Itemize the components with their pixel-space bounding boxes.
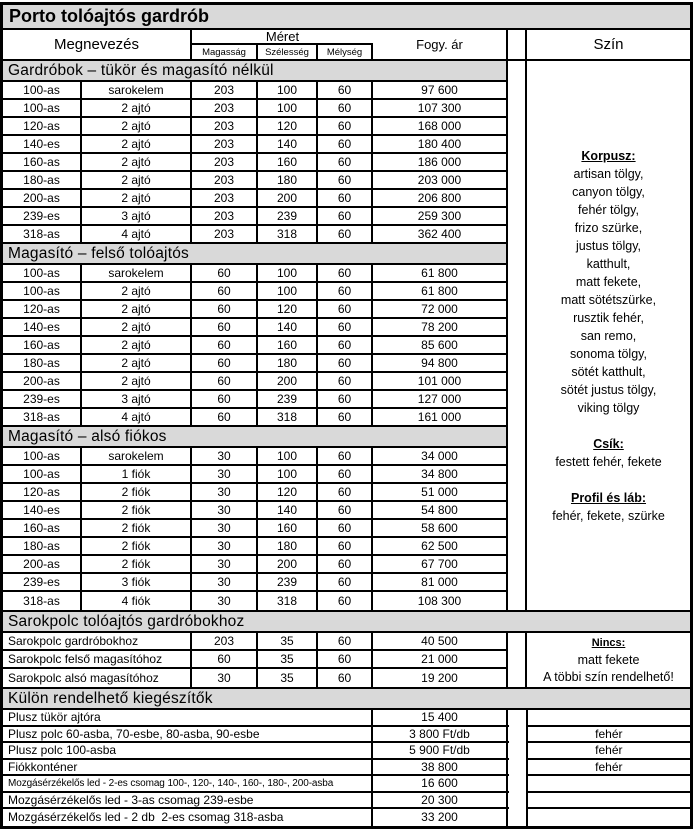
height-value: 60 (192, 391, 258, 407)
price-value: 61 800 (421, 266, 458, 280)
section-header-sarokpolc: Sarokpolc tolóajtós gardróbokhoz (3, 612, 690, 633)
price-value: 101 000 (417, 374, 462, 388)
accessory-price: 5 900 Ft/db (373, 743, 508, 758)
product-name: Sarokpolc felső magasítóhoz (3, 651, 192, 667)
width-value: 120 (258, 301, 318, 317)
price-value: 259 300 (417, 209, 462, 223)
product-type: 2 fiók (82, 484, 192, 500)
extras-rows (3, 710, 509, 826)
width-value: 35 (258, 669, 318, 687)
korpusz-color-list (561, 165, 657, 417)
width-value: 35 (258, 651, 318, 667)
product-type: 2 ajtó (82, 100, 192, 116)
product-type: 2 ajtó (82, 190, 192, 206)
product-size-name: 200-as (3, 373, 82, 389)
depth-value: 60 (318, 337, 373, 353)
csik-heading: Csík: (593, 436, 624, 451)
product-row (3, 391, 506, 409)
header-fogy-ar: Fogy. ár (373, 30, 508, 59)
price-value: 107 300 (417, 101, 462, 115)
width-value: 160 (258, 337, 318, 353)
accessory-color-column (528, 710, 690, 826)
korpusz-color-line: fehér tölgy, (578, 202, 639, 217)
product-type: sarokelem (82, 448, 192, 464)
product-type: 2 ajtó (82, 283, 192, 299)
product-row (3, 520, 506, 538)
header-megnevezes: Megnevezés (3, 30, 192, 59)
width-value: 180 (258, 538, 318, 554)
accessory-price: 20 300 (373, 793, 508, 808)
sarokpolc-rows (3, 633, 508, 687)
product-row (3, 136, 506, 154)
width-value: 160 (258, 154, 318, 170)
height-value: 30 (192, 592, 258, 610)
price-value: 34 000 (421, 449, 458, 463)
product-type: sarokelem (82, 265, 192, 281)
depth-value: 60 (318, 592, 373, 610)
section-header-felso-magasito: Magasító – felső tolóajtós (3, 244, 506, 265)
korpusz-color-line: san remo, (580, 328, 637, 343)
price-value: 180 400 (417, 137, 462, 151)
korpusz-color-line: katthult, (586, 256, 631, 271)
section-header-kiegeszitok: Külön rendelhető kiegészítők (3, 689, 690, 710)
depth-value: 60 (318, 633, 373, 649)
width-value: 100 (258, 82, 318, 98)
depth-value: 60 (318, 448, 373, 464)
price-value: 203 000 (417, 173, 462, 187)
product-type: 3 ajtó (82, 391, 192, 407)
header-gap-cell (508, 30, 527, 59)
height-value: 30 (192, 520, 258, 536)
header-meret-subrow (192, 45, 373, 59)
height-value: 203 (192, 226, 258, 242)
product-type: 2 ajtó (82, 118, 192, 134)
depth-value: 60 (318, 136, 373, 152)
korpusz-color-line: artisan tölgy, (573, 166, 644, 181)
product-size-name: 160-as (3, 154, 82, 170)
accessory-color (528, 793, 690, 810)
product-type: sarokelem (82, 82, 192, 98)
accessory-price: 3 800 Ft/db (373, 727, 508, 742)
width-value: 239 (258, 574, 318, 590)
product-name: Sarokpolc gardróbokhoz (3, 633, 192, 649)
profil-colors: fehér, fekete, szürke (552, 508, 665, 523)
accessory-color (528, 776, 690, 793)
product-type: 2 ajtó (82, 172, 192, 188)
width-value: 200 (258, 556, 318, 572)
depth-value: 60 (318, 484, 373, 500)
product-row (3, 448, 506, 466)
accessory-row (3, 710, 509, 727)
width-value: 318 (258, 592, 318, 610)
korpusz-color-line: frizo szürke, (574, 220, 643, 235)
product-size-name: 100-as (3, 466, 82, 482)
accessory-row (3, 760, 509, 777)
product-size-name: 239-es (3, 574, 82, 590)
width-value: 160 (258, 520, 318, 536)
product-size-name: 318-as (3, 226, 82, 242)
height-value: 60 (192, 409, 258, 425)
product-type: 2 ajtó (82, 319, 192, 335)
width-value: 100 (258, 466, 318, 482)
price-value: 67 700 (421, 557, 458, 571)
sarokpolc-row (3, 633, 506, 651)
extras-region (3, 710, 690, 826)
sarokpolc-row (3, 669, 506, 687)
product-row (3, 466, 506, 484)
header-meret: Méret (192, 30, 373, 45)
height-value: 203 (192, 172, 258, 188)
product-size-name: 200-as (3, 190, 82, 206)
depth-value: 60 (318, 391, 373, 407)
accessory-row (3, 776, 509, 793)
product-size-name: 100-as (3, 82, 82, 98)
price-value: 34 800 (421, 467, 458, 481)
accessory-name: Mozgásérzékelős led - 2-es csomag 100-, 120-, 140-, 160-, 180-, 200-asba (3, 776, 373, 791)
korpusz-color-line: rusztik fehér, (573, 310, 644, 325)
product-type: 2 ajtó (82, 337, 192, 353)
accessory-name: Mozgásérzékelős led - 3-as csomag 239-esbe (3, 793, 373, 808)
product-row (3, 538, 506, 556)
width-value: 100 (258, 283, 318, 299)
section-header-also-fiokos: Magasító – alsó fiókos (3, 427, 506, 448)
depth-value: 60 (318, 301, 373, 317)
height-value: 30 (192, 448, 258, 464)
price-value: 19 200 (421, 671, 458, 685)
section-rows-felso-magasito (3, 265, 506, 427)
product-row (3, 592, 506, 610)
accessory-price: 15 400 (373, 710, 508, 725)
product-row (3, 373, 506, 391)
accessory-name: Plusz polc 100-asba (3, 743, 373, 758)
price-value: 72 000 (421, 302, 458, 316)
product-size-name: 180-as (3, 538, 82, 554)
price-value: 51 000 (421, 485, 458, 499)
width-value: 120 (258, 118, 318, 134)
korpusz-color-line: matt fekete, (575, 274, 642, 289)
product-row (3, 556, 506, 574)
section-rows-also-fiokos (3, 448, 506, 610)
korpusz-color-line: sonoma tölgy, (570, 346, 647, 361)
depth-value: 60 (318, 100, 373, 116)
price-value: 78 200 (421, 320, 458, 334)
depth-value: 60 (318, 520, 373, 536)
product-type: 2 ajtó (82, 373, 192, 389)
nincs-extra: A többi szín rendelhető! (543, 669, 674, 684)
product-size-name: 318-as (3, 409, 82, 425)
nincs-heading: Nincs: (591, 636, 626, 649)
product-size-name: 140-es (3, 502, 82, 518)
product-type: 2 fiók (82, 556, 192, 572)
height-value: 60 (192, 265, 258, 281)
product-type: 2 ajtó (82, 301, 192, 317)
nincs-color: matt fekete (577, 652, 640, 667)
width-value: 180 (258, 355, 318, 371)
height-value: 203 (192, 82, 258, 98)
accessory-name: Plusz polc 60-asba, 70-esbe, 80-asba, 90-esbe (3, 727, 373, 742)
height-value: 30 (192, 466, 258, 482)
accessory-name: Mozgásérzékelős led - 2 db 2-es csomag 318-asba (3, 809, 373, 826)
width-value: 120 (258, 484, 318, 500)
depth-value: 60 (318, 574, 373, 590)
product-row (3, 172, 506, 190)
profil-heading: Profil és láb: (570, 490, 647, 505)
product-size-name: 140-es (3, 319, 82, 335)
korpusz-color-line: matt sötétszürke, (560, 292, 657, 307)
product-row (3, 154, 506, 172)
product-size-name: 120-as (3, 301, 82, 317)
accessory-color: fehér (528, 760, 690, 777)
korpusz-color-line: sötét justus tölgy, (560, 382, 657, 397)
product-type: 4 fiók (82, 592, 192, 610)
section-header-gardrobok: Gardróbok – tükör és magasító nélkül (3, 61, 506, 82)
price-table (0, 2, 693, 829)
product-row (3, 484, 506, 502)
product-size-name: 160-as (3, 520, 82, 536)
depth-value: 60 (318, 651, 373, 667)
width-value: 100 (258, 100, 318, 116)
depth-value: 60 (318, 409, 373, 425)
price-value: 206 800 (417, 191, 462, 205)
height-value: 203 (192, 208, 258, 224)
depth-value: 60 (318, 118, 373, 134)
width-value: 100 (258, 448, 318, 464)
price-value: 40 500 (421, 634, 458, 648)
price-value: 21 000 (421, 652, 458, 666)
height-value: 60 (192, 283, 258, 299)
product-row (3, 502, 506, 520)
product-size-name: 200-as (3, 556, 82, 572)
accessory-color (528, 809, 690, 826)
price-value: 62 500 (421, 539, 458, 553)
product-type: 2 ajtó (82, 154, 192, 170)
korpusz-heading: Korpusz: (581, 148, 636, 163)
product-size-name: 160-as (3, 337, 82, 353)
width-value: 180 (258, 172, 318, 188)
product-size-name: 120-as (3, 484, 82, 500)
accessory-name: Fiókkonténer (3, 760, 373, 775)
separator-column (508, 633, 527, 687)
korpusz-color-line: justus tölgy, (575, 238, 642, 253)
price-value: 54 800 (421, 503, 458, 517)
wardrobe-sections (3, 61, 508, 610)
nincs-note (527, 633, 690, 687)
product-type: 2 fiók (82, 520, 192, 536)
page-title: Porto tolóajtós gardrób (3, 5, 690, 30)
depth-value: 60 (318, 172, 373, 188)
depth-value: 60 (318, 265, 373, 281)
product-type: 4 ajtó (82, 226, 192, 242)
depth-value: 60 (318, 538, 373, 554)
width-value: 318 (258, 409, 318, 425)
height-value: 203 (192, 100, 258, 116)
product-row (3, 301, 506, 319)
depth-value: 60 (318, 319, 373, 335)
product-size-name: 100-as (3, 448, 82, 464)
product-type: 3 fiók (82, 574, 192, 590)
sarokpolc-region (3, 633, 690, 689)
korpusz-color-line: canyon tölgy, (572, 184, 645, 199)
price-value: 81 000 (421, 575, 458, 589)
accessory-price: 16 600 (373, 776, 508, 791)
product-size-name: 100-as (3, 283, 82, 299)
depth-value: 60 (318, 82, 373, 98)
csik-colors: festett fehér, fekete (555, 454, 662, 469)
sarokpolc-row (3, 651, 506, 669)
product-type: 2 ajtó (82, 355, 192, 371)
accessory-price: 38 800 (373, 760, 508, 775)
separator-column (508, 61, 527, 610)
product-size-name: 100-as (3, 265, 82, 281)
product-row (3, 283, 506, 301)
product-size-name: 120-as (3, 118, 82, 134)
width-value: 318 (258, 226, 318, 242)
width-value: 239 (258, 391, 318, 407)
accessory-row (3, 793, 509, 810)
product-size-name: 239-es (3, 391, 82, 407)
height-value: 30 (192, 484, 258, 500)
header-szin: Szín (593, 36, 624, 53)
product-row (3, 409, 506, 427)
product-row (3, 82, 506, 100)
product-row (3, 208, 506, 226)
width-value: 140 (258, 502, 318, 518)
product-row (3, 355, 506, 373)
price-value: 94 800 (421, 356, 458, 370)
width-value: 140 (258, 136, 318, 152)
accessory-price: 33 200 (373, 809, 508, 826)
product-type: 2 ajtó (82, 136, 192, 152)
price-value: 168 000 (417, 119, 462, 133)
width-value: 35 (258, 633, 318, 649)
product-row (3, 319, 506, 337)
depth-value: 60 (318, 669, 373, 687)
product-row (3, 337, 506, 355)
height-value: 203 (192, 154, 258, 170)
accessory-row (3, 743, 509, 760)
height-value: 30 (192, 538, 258, 554)
height-value: 60 (192, 337, 258, 353)
product-size-name: 180-as (3, 355, 82, 371)
depth-value: 60 (318, 556, 373, 572)
product-type: 3 ajtó (82, 208, 192, 224)
korpusz-color-line: viking tölgy (577, 400, 640, 415)
korpusz-color-line: sötét katthult, (571, 364, 646, 379)
height-value: 30 (192, 669, 258, 687)
height-value: 60 (192, 651, 258, 667)
product-type: 4 ajtó (82, 409, 192, 425)
accessory-color (528, 710, 690, 727)
width-value: 100 (258, 265, 318, 281)
depth-value: 60 (318, 154, 373, 170)
accessory-color: fehér (528, 727, 690, 744)
header-melyseg: Mélység (318, 45, 373, 59)
product-row (3, 265, 506, 283)
price-value: 186 000 (417, 155, 462, 169)
height-value: 30 (192, 574, 258, 590)
depth-value: 60 (318, 502, 373, 518)
height-value: 203 (192, 633, 258, 649)
accessory-row (3, 727, 509, 744)
depth-value: 60 (318, 190, 373, 206)
height-value: 60 (192, 319, 258, 335)
height-value: 60 (192, 355, 258, 371)
product-size-name: 100-as (3, 100, 82, 116)
product-row (3, 226, 506, 244)
width-value: 239 (258, 208, 318, 224)
height-value: 30 (192, 556, 258, 572)
wardrobe-sections-region (3, 61, 690, 612)
height-value: 30 (192, 502, 258, 518)
section-rows-gardrobok (3, 82, 506, 244)
product-row (3, 574, 506, 592)
product-name: Sarokpolc alsó magasítóhoz (3, 669, 192, 687)
color-column (527, 61, 690, 610)
width-value: 140 (258, 319, 318, 335)
separator-column (509, 710, 528, 826)
product-type: 2 fiók (82, 502, 192, 518)
depth-value: 60 (318, 226, 373, 242)
height-value: 203 (192, 190, 258, 206)
accessory-name: Plusz tükör ajtóra (3, 710, 373, 725)
height-value: 203 (192, 136, 258, 152)
table-header-row (3, 30, 690, 61)
price-value: 127 000 (417, 392, 462, 406)
product-row (3, 190, 506, 208)
product-size-name: 318-as (3, 592, 82, 610)
price-value: 161 000 (417, 410, 462, 424)
product-row (3, 118, 506, 136)
header-szelesseg: Szélesség (258, 45, 318, 59)
product-size-name: 239-es (3, 208, 82, 224)
product-type: 1 fiók (82, 466, 192, 482)
depth-value: 60 (318, 373, 373, 389)
product-size-name: 140-es (3, 136, 82, 152)
extras-rows-holder (3, 710, 509, 826)
depth-value: 60 (318, 466, 373, 482)
height-value: 60 (192, 373, 258, 389)
depth-value: 60 (318, 355, 373, 371)
price-value: 108 300 (417, 594, 462, 608)
depth-value: 60 (318, 283, 373, 299)
accessory-row (3, 809, 509, 826)
price-value: 58 600 (421, 521, 458, 535)
price-value: 61 800 (421, 284, 458, 298)
width-value: 200 (258, 190, 318, 206)
height-value: 203 (192, 118, 258, 134)
product-row (3, 100, 506, 118)
header-meret-group (192, 30, 373, 59)
depth-value: 60 (318, 208, 373, 224)
price-value: 85 600 (421, 338, 458, 352)
price-value: 97 600 (421, 83, 458, 97)
price-value: 362 400 (417, 227, 462, 241)
height-value: 60 (192, 301, 258, 317)
width-value: 200 (258, 373, 318, 389)
product-type: 2 fiók (82, 538, 192, 554)
accessory-color: fehér (528, 743, 690, 760)
header-magassag: Magasság (192, 45, 258, 59)
product-size-name: 180-as (3, 172, 82, 188)
